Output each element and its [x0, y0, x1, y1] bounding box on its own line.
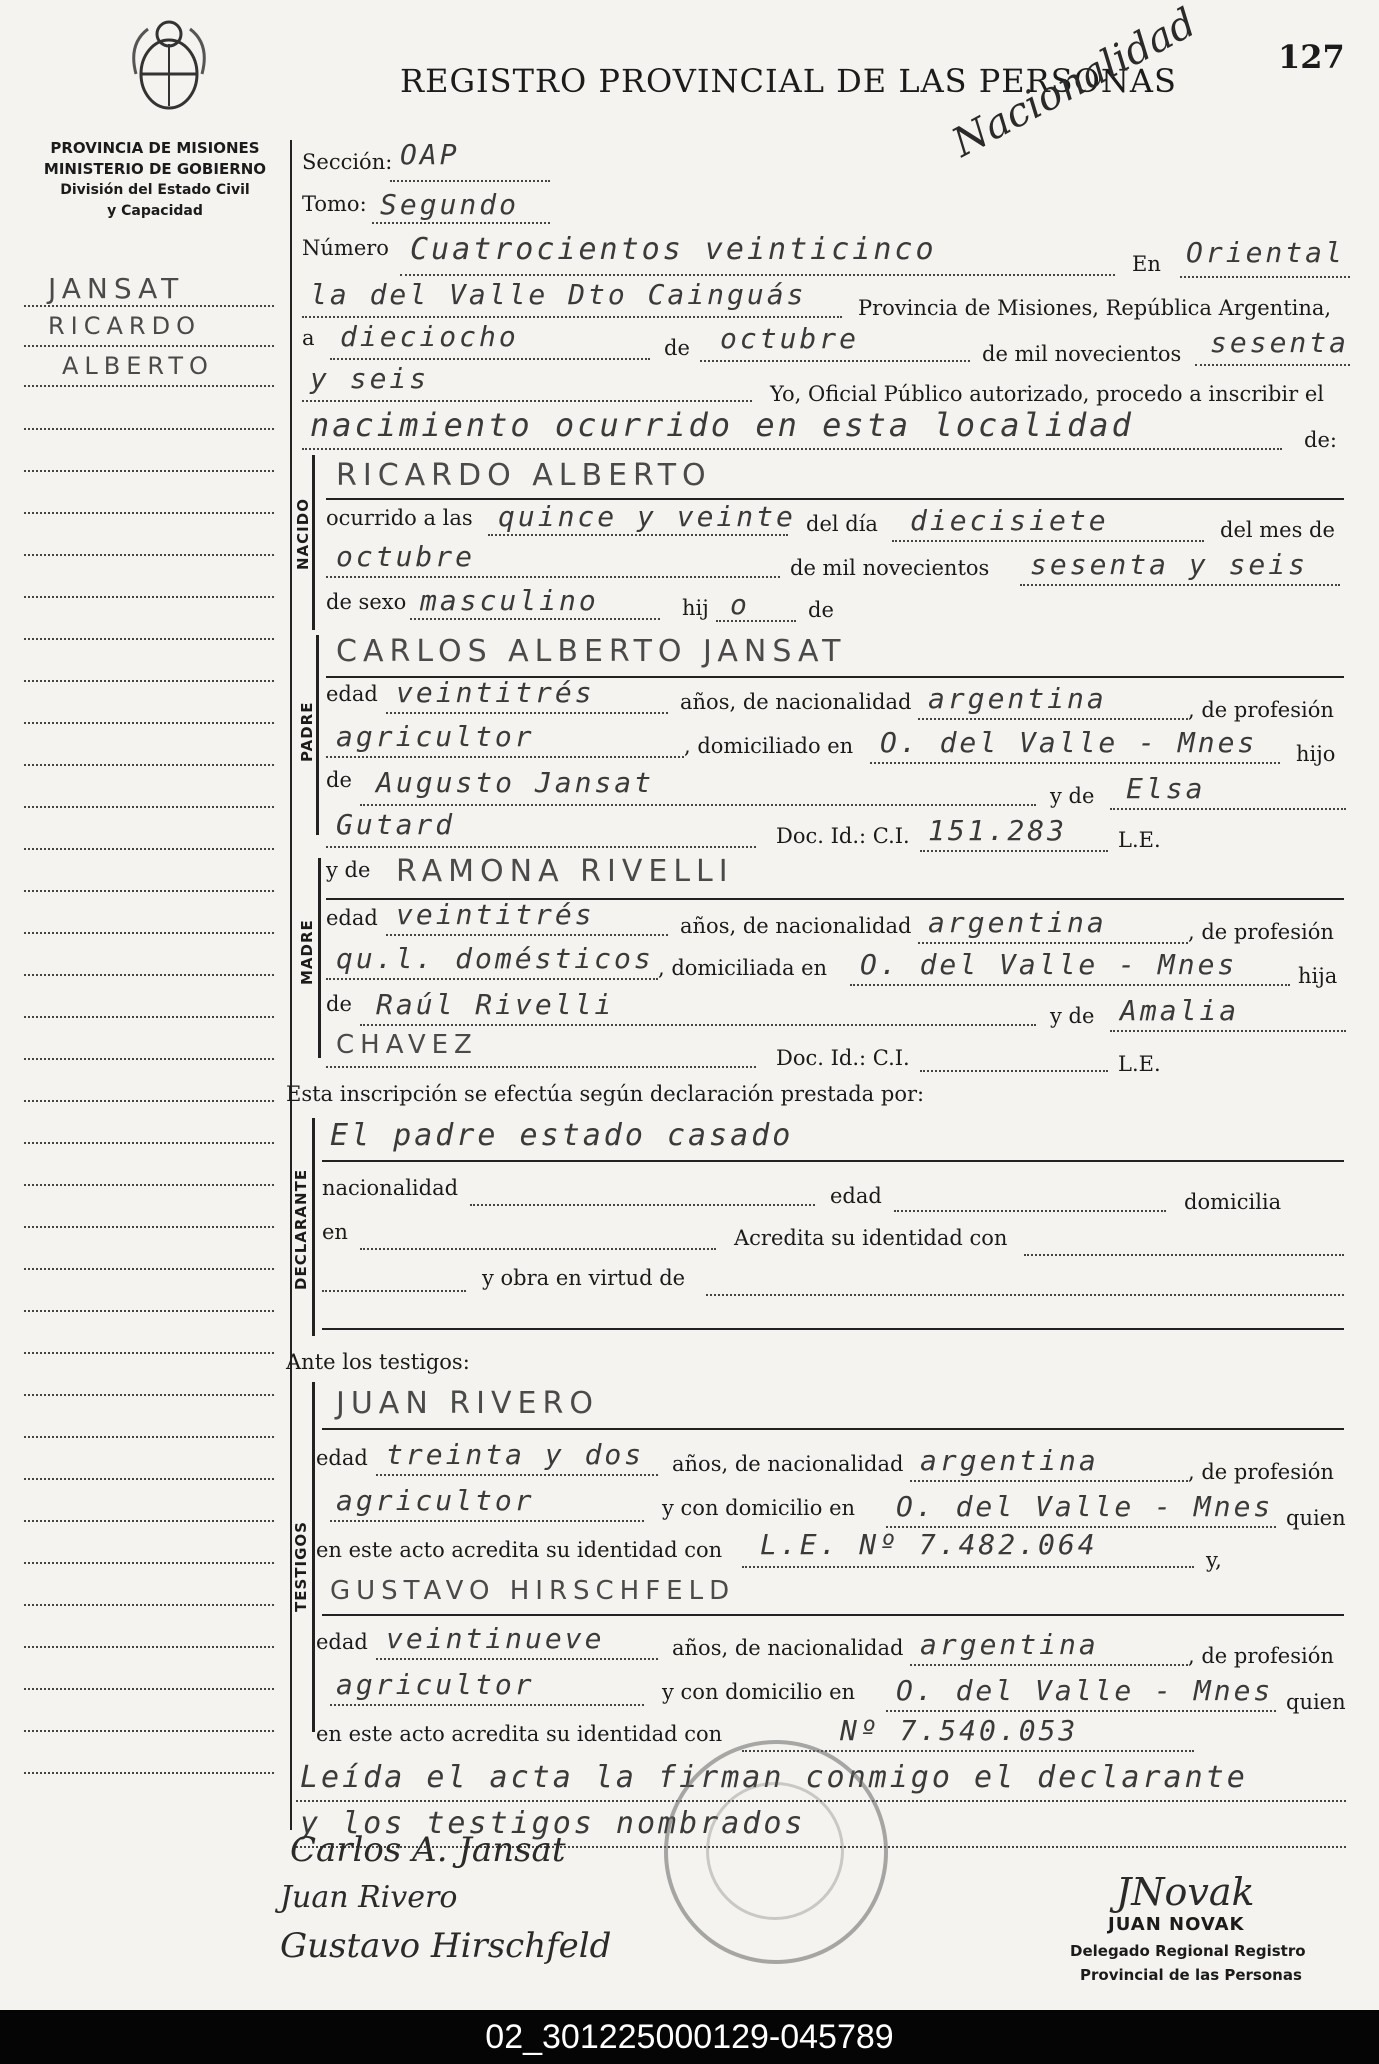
declarante-dom-label: domicilia — [1184, 1190, 1282, 1214]
issuer-line-1: PROVINCIA DE MISIONES — [50, 139, 260, 157]
madre-yde2-value-2: CHAVEZ — [336, 1030, 478, 1060]
official-seal — [664, 1740, 888, 1964]
lugar-value: la del Valle Dto Cainguás — [310, 278, 807, 311]
padre-de-label: de — [326, 768, 352, 792]
del-mes-label: del mes de — [1220, 518, 1335, 542]
section-testigos: TESTIGOS — [292, 1521, 310, 1612]
anio-nac-value: sesenta y seis — [1030, 548, 1309, 581]
numero-label: Número — [302, 236, 389, 260]
declarante-acredita-label: Acredita su identidad con — [734, 1226, 1008, 1250]
ocurrido-label: ocurrido a las — [326, 506, 473, 530]
nacido-nombre: RICARDO ALBERTO — [336, 458, 712, 493]
padre-yde-value-1: Elsa — [1126, 772, 1206, 805]
declarante-intro: Esta inscripción se efectúa según declaración prestada por: — [286, 1082, 925, 1106]
mil-nac-label: de mil novecientos — [790, 556, 990, 580]
padre-nac-label: años, de nacionalidad — [680, 690, 912, 714]
oficial-nombre: JUAN NOVAK — [1108, 1914, 1245, 1935]
padre-dom-label: , domiciliado en — [684, 734, 854, 758]
mil-label: de mil novecientos — [982, 342, 1182, 366]
testigo1-prof-value: agricultor — [336, 1484, 535, 1517]
padre-bracket — [316, 635, 319, 835]
anio-value-1: sesenta — [1210, 326, 1350, 359]
page-number: 127 — [1278, 38, 1345, 76]
section-madre: MADRE — [298, 919, 316, 985]
firma-testigo-1: Juan Rivero — [280, 1880, 458, 1915]
padre-dom-value: O. del Valle - Mnes — [880, 726, 1258, 759]
testigo2-doc-value: Nº 7.540.053 — [840, 1714, 1079, 1747]
tomo-label: Tomo: — [302, 192, 367, 216]
seccion-value: OAP — [400, 138, 460, 171]
padre-hijo-label: hijo — [1296, 742, 1336, 766]
del-dia-label: del día — [806, 512, 878, 536]
madre-doc-label: Doc. Id.: C.I. — [776, 1046, 910, 1070]
nacimiento-value: nacimiento ocurrido en esta localidad — [310, 406, 1134, 444]
testigo1-nac-label: años, de nacionalidad — [672, 1452, 904, 1476]
firma-padre: Carlos A. Jansat — [290, 1830, 566, 1870]
testigo2-dom-value: O. del Valle - Mnes — [896, 1674, 1274, 1707]
declarante-nac-label: nacionalidad — [322, 1176, 459, 1200]
padre-nac-value: argentina — [928, 682, 1107, 715]
testigo2-nombre: GUSTAVO HIRSCHFELD — [330, 1576, 736, 1606]
annotation-nacionalidad: Nacionalidad — [944, 0, 1204, 167]
padre-edad-value: veintitrés — [396, 676, 595, 709]
testigo1-quien-label: quien — [1286, 1506, 1346, 1530]
de-end-label: de: — [1304, 428, 1337, 452]
issuer-line-4: y Capacidad — [107, 203, 203, 219]
margin-name-2: RICARDO — [48, 312, 201, 340]
de-label: de — [664, 336, 690, 360]
madre-edad-value: veintitrés — [396, 898, 595, 931]
numero-value: Cuatrocientos veinticinco — [410, 232, 937, 267]
cierre-linea-1: Leída el acta la firman conmigo el declarante — [300, 1760, 1248, 1795]
padre-doc-value: 151.283 — [928, 814, 1068, 847]
hora-value: quince y veinte — [498, 500, 796, 533]
provincia-text: Provincia de Misiones, República Argentina, — [858, 296, 1332, 320]
padre-yde-value-2: Gutard — [336, 808, 456, 841]
testigo2-dom-label: y con domicilio en — [662, 1680, 856, 1704]
sexo-value: masculino — [420, 584, 599, 617]
oficial-text: Yo, Oficial Público autorizado, procedo a inscribir el — [770, 382, 1324, 406]
padre-edad-label: edad — [326, 682, 378, 706]
padre-le-label: L.E. — [1118, 828, 1161, 852]
testigo1-dom-label: y con domicilio en — [662, 1496, 856, 1520]
anio-value-2: y seis — [310, 362, 430, 395]
nacido-de-label: de — [808, 598, 834, 622]
issuer-line-3: División del Estado Civil — [60, 182, 250, 198]
section-nacido: NACIDO — [294, 498, 312, 570]
madre-hija-label: hija — [1298, 964, 1338, 988]
margin-name-3: ALBERTO — [62, 352, 214, 380]
madre-nac-value: argentina — [928, 906, 1107, 939]
seccion-label: Sección: — [302, 150, 393, 174]
testigo2-edad-value: veintinueve — [386, 1622, 605, 1655]
testigo1-dom-value: O. del Valle - Mnes — [896, 1490, 1274, 1523]
madre-dom-label: , domiciliada en — [658, 956, 828, 980]
testigo2-prof-value: agricultor — [336, 1668, 535, 1701]
testigos-intro: Ante los testigos: — [286, 1350, 470, 1374]
dia-nac-value: diecisiete — [910, 504, 1109, 537]
madre-nac-label: años, de nacionalidad — [680, 914, 912, 938]
padre-prof-value: agricultor — [336, 720, 535, 753]
madre-prof-label: , de profesión — [1188, 920, 1334, 944]
madre-yde2-label: y de — [1050, 1004, 1095, 1028]
coat-of-arms-icon — [128, 14, 210, 118]
testigo2-quien-label: quien — [1286, 1690, 1346, 1714]
page-title: REGISTRO PROVINCIAL DE LAS PERSONAS — [400, 62, 1177, 100]
declarante-valor: El padre estado casado — [330, 1118, 794, 1153]
issuer-line-2: MINISTERIO DE GOBIERNO — [43, 160, 267, 178]
testigo2-nac-value: argentina — [920, 1628, 1099, 1661]
padre-de-value: Augusto Jansat — [376, 766, 655, 799]
a-label: a — [302, 326, 315, 350]
madre-nombre: RAMONA RIVELLI — [396, 854, 734, 889]
padre-prof-label: , de profesión — [1188, 698, 1334, 722]
en-label: En — [1132, 252, 1161, 276]
testigo1-prof-label: , de profesión — [1188, 1460, 1334, 1484]
declarante-en-label: en — [322, 1220, 348, 1244]
testigo2-prof-label: , de profesión — [1188, 1644, 1334, 1668]
dia-value: dieciocho — [340, 320, 519, 353]
padre-doc-label: Doc. Id.: C.I. — [776, 824, 910, 848]
declarante-obra-label: y obra en virtud de — [482, 1266, 686, 1290]
margin-name-1: JANSAT — [48, 272, 185, 305]
en-value: Oriental — [1186, 236, 1345, 269]
section-padre: PADRE — [298, 701, 316, 762]
oficial-cargo-2: Provincial de las Personas — [1080, 1966, 1302, 1984]
tomo-value: Segundo — [380, 188, 520, 221]
madre-de-label: de — [326, 992, 352, 1016]
firma-oficial: JNovak — [1116, 1870, 1255, 1914]
declarante-bracket — [312, 1118, 315, 1336]
testigo2-edad-label: edad — [316, 1630, 368, 1654]
cierre-linea-2: y los testigos nombrados — [300, 1806, 806, 1841]
issuer-block — [20, 138, 290, 222]
madre-dom-value: O. del Valle - Mnes — [860, 948, 1238, 981]
madre-bracket — [318, 858, 321, 1058]
firma-testigo-2: Gustavo Hirschfeld — [280, 1926, 612, 1966]
testigo1-doc-value: L.E. Nº 7.482.064 — [760, 1528, 1098, 1561]
oficial-cargo-1: Delegado Regional Registro — [1070, 1942, 1306, 1960]
nacido-bracket — [312, 455, 315, 630]
testigo1-nac-value: argentina — [920, 1444, 1099, 1477]
testigos-bracket — [312, 1382, 315, 1732]
madre-de-value: Raúl Rivelli — [376, 988, 615, 1021]
madre-edad-label: edad — [326, 906, 378, 930]
testigo1-y-label: y, — [1206, 1548, 1222, 1572]
section-declarante: DECLARANTE — [292, 1168, 310, 1290]
madre-yde2-value-1: Amalia — [1120, 994, 1240, 1027]
hij-value: o — [730, 588, 750, 621]
hij-label: hij — [682, 596, 709, 620]
padre-nombre: CARLOS ALBERTO JANSAT — [336, 634, 847, 669]
declarante-edad-label: edad — [830, 1184, 882, 1208]
madre-prof-value: qu.l. domésticos — [336, 942, 654, 975]
testigo2-acredita-label: en este acto acredita su identidad con — [316, 1722, 723, 1746]
testigo1-edad-value: treinta y dos — [386, 1438, 645, 1471]
madre-yde-label: y de — [326, 858, 371, 882]
testigo1-acredita-label: en este acto acredita su identidad con — [316, 1538, 723, 1562]
madre-le-label: L.E. — [1118, 1052, 1161, 1076]
testigo2-nac-label: años, de nacionalidad — [672, 1636, 904, 1660]
sexo-label: de sexo — [326, 590, 407, 614]
padre-yde-label: y de — [1050, 784, 1095, 808]
testigo1-edad-label: edad — [316, 1446, 368, 1470]
testigo1-nombre: JUAN RIVERO — [336, 1386, 599, 1421]
mes-value: octubre — [720, 322, 860, 355]
mes-nac-value: octubre — [336, 540, 476, 573]
footer-code: 02_301225000129-045789 — [0, 2010, 1379, 2064]
